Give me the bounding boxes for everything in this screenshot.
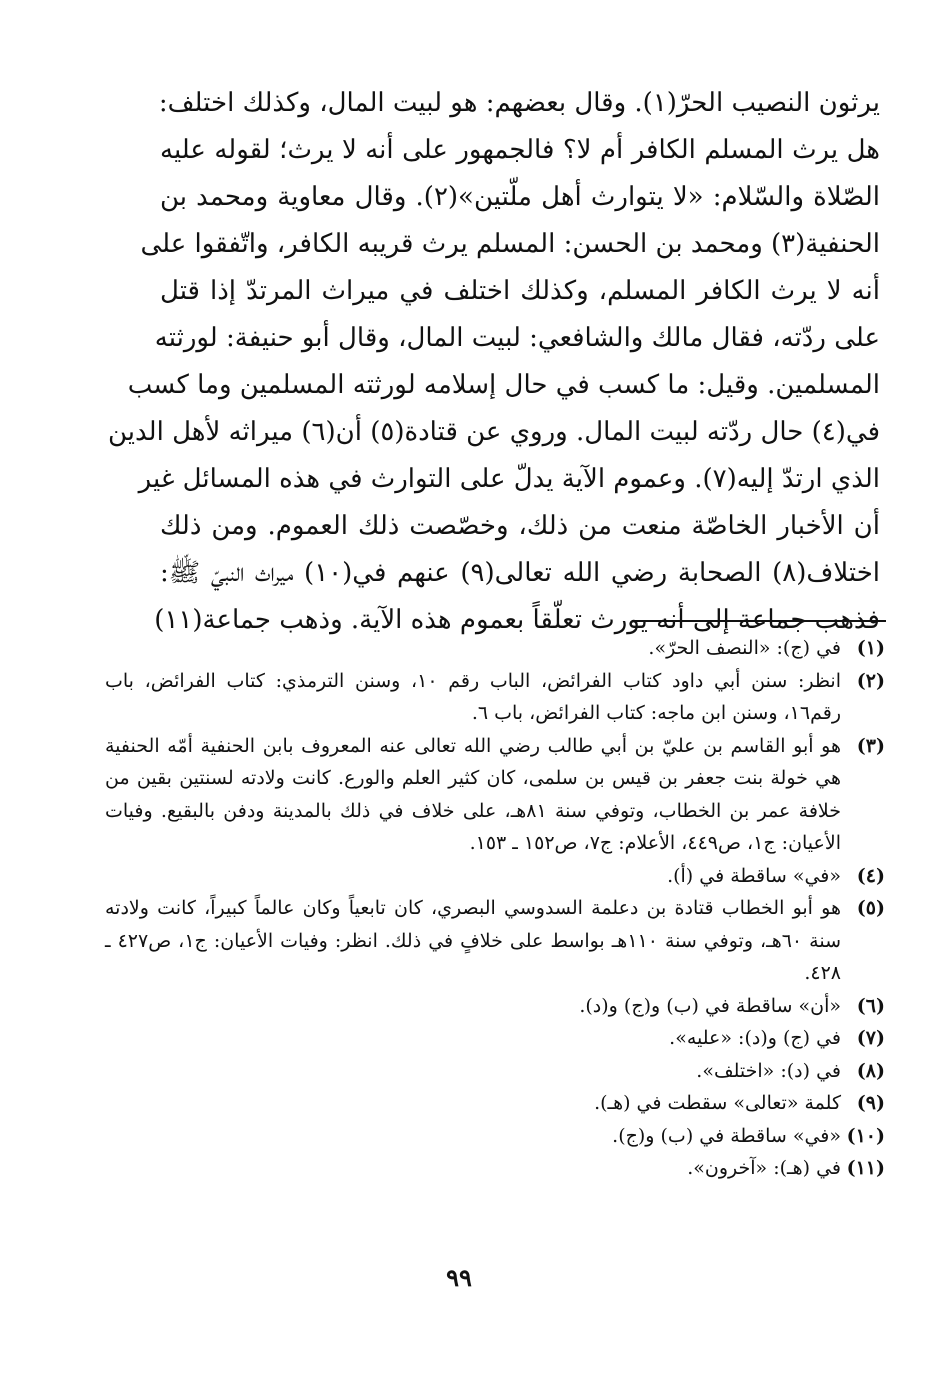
footnote-number: (٩): [856, 1092, 885, 1114]
footnote-number: (١٠): [846, 1124, 885, 1147]
text-line: المسلمين. وقيل: ما كسب في حال إسلامه لورثته المسلمين وما كسب: [127, 370, 880, 400]
footnote-text: «في» ساقطة في (ب) و(ج).: [612, 1124, 841, 1147]
page-number: ٩٩: [446, 1263, 472, 1292]
footnote-number: (١): [856, 637, 885, 659]
footnote-text: هو أبو الخطاب قتادة بن دعلمة السدوسي البصري، كان تابعياً وكان عالماً كبيراً، كانت ولادته سنة ٦٠هـ، وتوفي سنة ١١٠هـ بواسط على خلافٍ في ذلك. انظر: وفيات الأعيان: ج١، ص٤٢٧ ـ ٤٢٨.: [105, 897, 841, 984]
footnote: [105, 892, 885, 990]
footnote-number: (١١): [846, 1157, 885, 1179]
text-line: يرثون النصيب الحرّ(١). وقال بعضهم: هو لبيت المال، وكذلك اختلف:: [158, 88, 880, 118]
footnote-separator: [632, 620, 886, 622]
footnote-text: في (ج): «النصف الحرّ».: [648, 637, 841, 659]
text-line: في(٤) حال ردّته لبيت المال. وروي عن قتادة(٥) أن(٦) ميراثه لأهل الدين: [108, 417, 880, 447]
footnote: [105, 1055, 885, 1088]
footnote-number: (٤): [856, 864, 885, 887]
footnote-number: (٨): [856, 1059, 885, 1082]
footnote: [105, 990, 885, 1023]
footnote-text: في (ج) و(د): «عليه».: [669, 1027, 841, 1049]
footnote: [105, 1087, 885, 1120]
footnote: [105, 665, 885, 730]
footnote-text: في (د): «اختلف».: [696, 1059, 841, 1082]
main-text: [108, 80, 880, 644]
footnote-number: (٥): [856, 897, 885, 919]
footnote-text: في (هـ): «آخرون».: [687, 1157, 841, 1179]
text-line: الحنفية(٣) ومحمد بن الحسن: المسلم يرث قريبه الكافر، واتّفقوا على: [140, 229, 880, 259]
footnote: [105, 1120, 885, 1153]
footnote: [105, 632, 885, 665]
text-line: فذهب جماعة إلى أنه يورث تعلّقاً بعموم هذه الآية. وذهب جماعة(١١): [154, 605, 880, 635]
text-line: أنه لا يرث الكافر المسلم، وكذلك اختلف في ميراث المرتدّ إذا قتل: [160, 276, 880, 306]
footnote-number: (٧): [856, 1027, 885, 1049]
footnote-number: (٣): [856, 734, 885, 757]
footnote-number: (٦): [856, 994, 885, 1017]
footnote-text: «أن» ساقطة في (ب) و(ج) و(د).: [579, 994, 841, 1017]
footnote: [105, 860, 885, 893]
text-line: على ردّته، فقال مالك والشافعي: لبيت المال، وقال أبو حنيفة: لورثته: [154, 323, 880, 353]
footnote-text: كلمة «تعالى» سقطت في (هـ).: [594, 1092, 841, 1114]
footnote: [105, 1022, 885, 1055]
footnote-text: «في» ساقطة في (أ).: [667, 864, 841, 887]
footnote: [105, 730, 885, 860]
text-line: اختلاف(٨) الصحابة رضي الله تعالى(٩) عنهم في(١٠) ميراث النبيّ ﷺ:: [160, 558, 880, 588]
text-line: الصّلاة والسّلام: «لا يتوارث أهل ملّتين»(٢). وقال معاوية ومحمد بن: [160, 182, 880, 212]
footnote-text: هو أبو القاسم بن عليّ بن أبي طالب رضي الله تعالى عنه المعروف بابن الحنفية أمّه الحنفية هي خولة بنت جعفر بن قيس بن سلمى، كان كثير العلم والورع. كانت ولادته لسنتين بقين من خلافة عمر بن الخطاب، وتوفي سنة ٨١هـ، على خلاف في ذلك بالمدينة ودفن بالبقيع. وفيات الأعيان: ج١، ص٤٤٩، الأعلام: ج٧، ص١٥٢ ـ ١٥٣.: [105, 734, 841, 854]
footnote-number: (٢): [856, 669, 885, 692]
footnote-text: انظر: سنن أبي داود كتاب الفرائض، الباب رقم ١٠، وسنن الترمذي: كتاب الفرائض، باب رقم١٦، وسنن ابن ماجه: كتاب الفرائض، باب ٦.: [105, 669, 841, 724]
text-line: الذي ارتدّ إليه(٧). وعموم الآية يدلّ على التوارث في هذه المسائل غير: [138, 464, 880, 494]
text-line: أن الأخبار الخاصّة منعت من ذلك، وخصّصت ذلك العموم. ومن ذلك: [160, 511, 880, 541]
footnote: [105, 1152, 885, 1185]
text-line: هل يرث المسلم الكافر أم لا؟ فالجمهور على أنه لا يرث؛ لقوله عليه: [160, 135, 880, 165]
footnotes: [105, 632, 885, 1185]
